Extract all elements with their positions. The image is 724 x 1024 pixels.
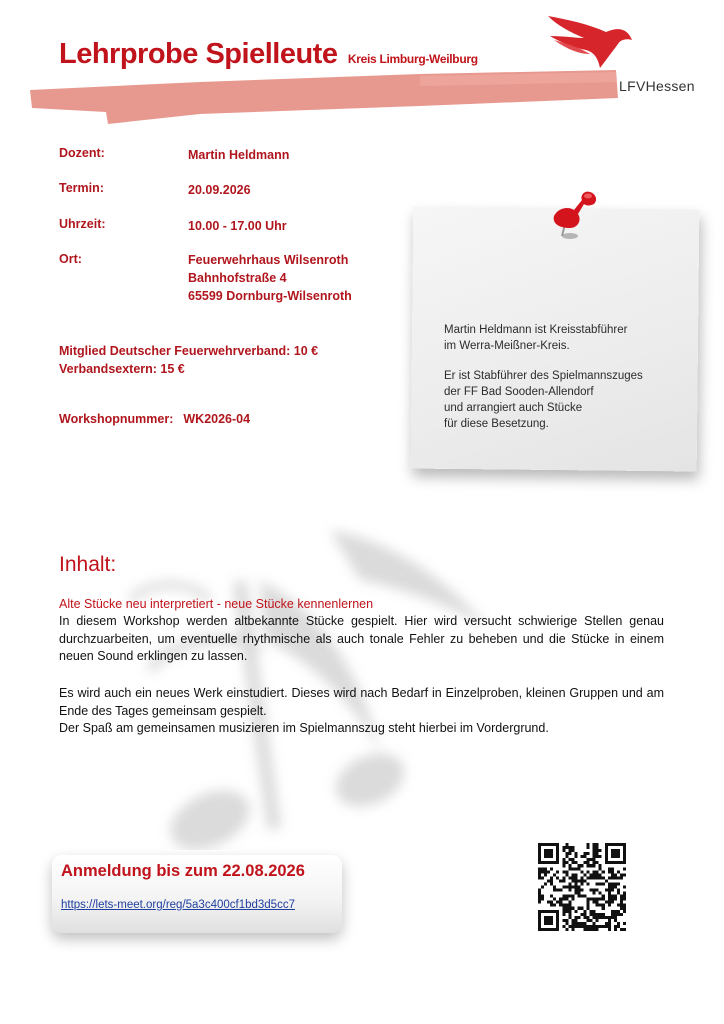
note-line: im Werra-Meißner-Kreis. [444,340,570,352]
content-heading: Inhalt: [59,553,117,576]
content-paragraph: Es wird auch ein neues Werk einstudiert. Dieses wird nach Bedarf in Einzelproben, kleinen Gruppen und am Ende des Tages gemeinsam gespielt. [59,686,664,718]
workshop-label: Workshopnummer: [59,412,174,426]
page-title [59,38,478,71]
note-line: und arrangiert auch Stücke [444,402,583,414]
note-line: Martin Heldmann ist Kreisstabführer [444,324,628,336]
dozent-value: Martin Heldmann [188,148,290,162]
lfv-wing-logo-icon [540,10,640,80]
ort-line: Feuerwehrhaus Wilsenroth [188,253,349,267]
qr-code-icon[interactable] [538,843,626,931]
uhrzeit-value: 10.00 - 17.00 Uhr [188,219,287,233]
content-paragraph: Der Spaß am gemeinsamen musizieren im Spielmannszug steht hierbei im Vordergrund. [59,721,549,735]
ort-line: 65599 Dornburg-Wilsenroth [188,289,352,303]
logo-text: LFVHessen [619,78,695,94]
price-external: Verbandsextern: 15 € [59,362,185,376]
registration-title: Anmeldung bis zum 22.08.2026 [61,862,305,880]
note-line: der FF Bad Sooden-Allendorf [444,386,594,398]
note-text [444,322,694,432]
registration-link[interactable]: https://lets-meet.org/reg/5a3c400cf1bd3d5cc7 [61,899,295,911]
workshop-value: WK2026-04 [183,412,251,426]
note-line: für diese Besetzung. [444,418,549,430]
title-subtitle: Kreis Limburg-Weilburg [347,52,478,66]
workshop-number [59,412,250,426]
note-line: Er ist Stabführer des Spielmannszuges [444,370,643,382]
content-subheading: Alte Stücke neu interpretiert - neue Stücke kennenlernen [59,597,374,611]
uhrzeit-label: Uhrzeit: [59,217,106,231]
ort-label: Ort: [59,252,82,266]
price-info [59,342,318,378]
title-main: Lehrprobe Spielleute [59,38,338,70]
termin-label: Termin: [59,181,104,195]
ort-address [188,251,352,305]
dozent-label: Dozent: [59,146,105,160]
push-pin-icon [544,186,604,242]
price-member: Mitglied Deutscher Feuerwehrverband: 10 € [59,344,319,358]
content-paragraph: In diesem Workshop werden altbekannte Stücke gespielt. Hier wird versucht schwierige Stellen genau durchzuarbeiten, um eventuelle rhythmische als auch tonale Fehler zu beheben und die Stücke in einem neuen Sound erklingen zu lassen. [59,614,664,663]
termin-value: 20.09.2026 [188,183,251,197]
ort-line: Bahnhofstraße 4 [188,271,287,285]
